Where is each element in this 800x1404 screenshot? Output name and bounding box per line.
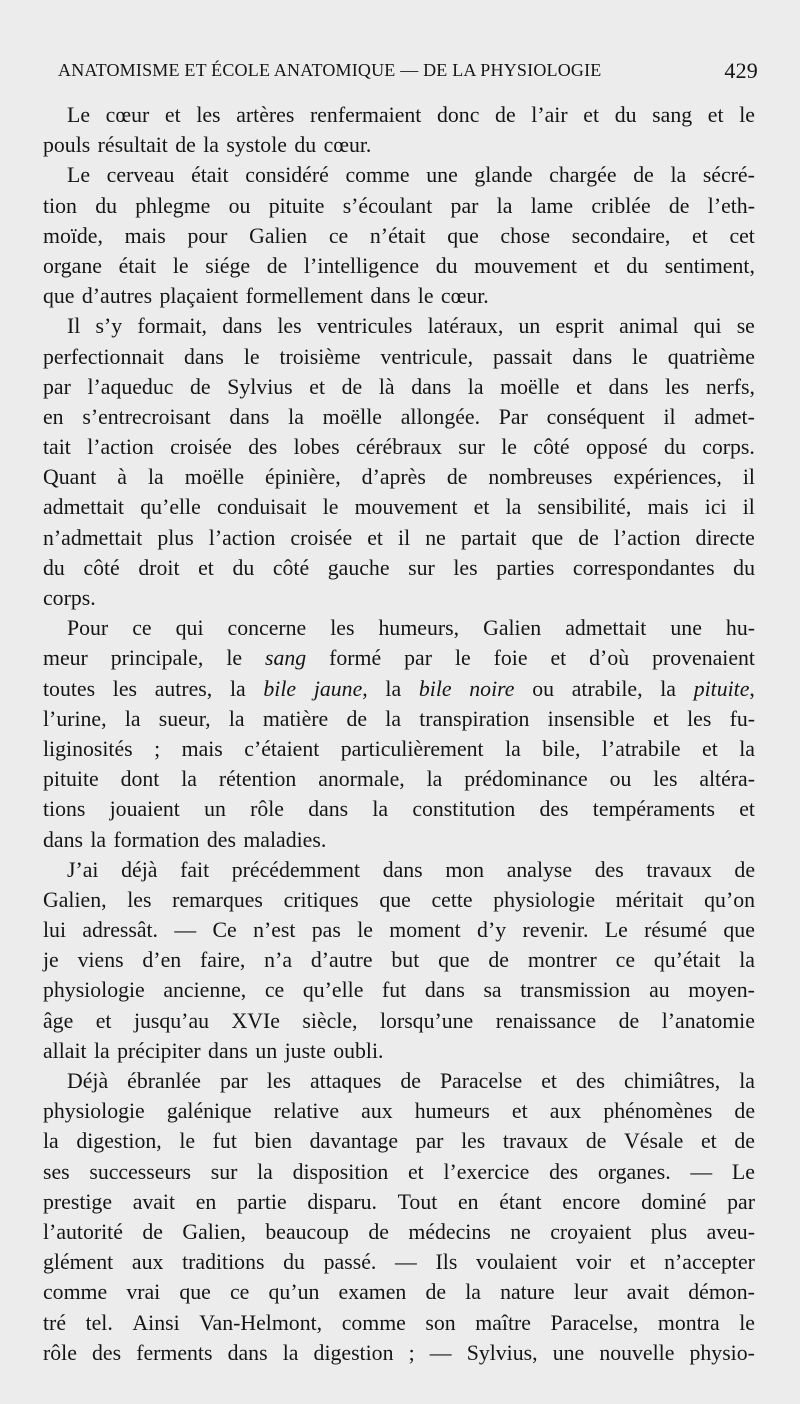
text-line: l’autorité de Galien, beaucoup de médecins ne croyaient plus aveu-	[43, 1219, 755, 1244]
text-line: du côté droit et du côté gauche sur les parties correspondantes du	[43, 555, 755, 580]
text-line: Quant à la moëlle épinière, d’après de nombreuses expériences, il	[43, 465, 755, 490]
text-line: comme vrai que ce qu’un examen de la nature leur avait démon-	[43, 1280, 755, 1305]
text-line: âge et jusqu’au XVIe siècle, lorsqu’une renaissance de l’anatomie	[43, 1008, 755, 1033]
text-line: toutes les autres, la bile jaune, la bile noire ou atrabile, la pituite,	[43, 676, 755, 701]
running-title: ANATOMISME ET ÉCOLE ANATOMIQUE — DE LA PHYSIOLOGIE	[58, 60, 602, 80]
text-line: admettait qu’elle conduisait le mouvement et la sensibilité, mais ici il	[43, 495, 755, 520]
body-text	[43, 100, 755, 1368]
text-line: perfectionnait dans le troisième ventricule, passait dans le quatrième	[43, 344, 755, 369]
text-line: pouls résultait de la systole du cœur.	[43, 133, 372, 158]
text-line: Pour ce qui concerne les humeurs, Galien admettait une hu-	[67, 616, 755, 641]
text-line: liginosités ; mais c’étaient particulièrement la bile, l’atrabile et la	[43, 736, 755, 761]
running-head	[58, 60, 758, 90]
page-number: 429	[724, 58, 758, 83]
text-line: ses successeurs sur la disposition et l’exercice des organes. — Le	[43, 1159, 755, 1184]
text-line: moïde, mais pour Galien ce n’était que chose secondaire, et cet	[43, 223, 755, 248]
text-line: Galien, les remarques critiques que cette physiologie méritait qu’on	[43, 887, 755, 912]
text-line: tré tel. Ainsi Van-Helmont, comme son maître Paracelse, montra le	[43, 1310, 755, 1335]
text-line: en s’entrecroisant dans la moëlle allongée. Par conséquent il admet-	[43, 404, 755, 429]
text-line: physiologie galénique relative aux humeurs et aux phénomènes de	[43, 1099, 755, 1124]
text-line: physiologie ancienne, ce qu’elle fut dans sa transmission au moyen-	[43, 978, 755, 1003]
text-line: meur principale, le sang formé par le foie et d’où provenaient	[43, 646, 755, 671]
text-line: la digestion, le fut bien davantage par les travaux de Vésale et de	[43, 1129, 755, 1154]
text-line: corps.	[43, 586, 96, 610]
text-line: tions jouaient un rôle dans la constitution des tempéraments et	[43, 797, 755, 822]
text-line: allait la précipiter dans un juste oubli.	[43, 1038, 384, 1063]
text-line: organe était le siége de l’intelligence du mouvement et du sentiment,	[43, 253, 755, 278]
text-line: Il s’y formait, dans les ventricules latéraux, un esprit animal qui se	[67, 314, 755, 339]
text-line: par l’aqueduc de Sylvius et de là dans la moëlle et dans les nerfs,	[43, 374, 755, 399]
text-line: pituite dont la rétention anormale, la prédominance ou les altéra-	[43, 767, 755, 792]
text-line: dans la formation des maladies.	[43, 827, 327, 852]
text-line: J’ai déjà fait précédemment dans mon analyse des travaux de	[67, 857, 755, 882]
text-line: lui adressât. — Ce n’est pas le moment d’y revenir. Le résumé que	[43, 918, 755, 943]
text-line: l’urine, la sueur, la matière de la transpiration insensible et les fu-	[43, 706, 755, 731]
text-line: tait l’action croisée des lobes cérébraux sur le côté opposé du corps.	[43, 435, 755, 460]
text-line: que d’autres plaçaient formellement dans le cœur.	[43, 284, 489, 309]
text-line: n’admettait plus l’action croisée et il ne partait que de l’action directe	[43, 525, 755, 550]
text-line: prestige avait en partie disparu. Tout en étant encore dominé par	[43, 1189, 755, 1214]
text-line: rôle des ferments dans la digestion ; — Sylvius, une nouvelle physio-	[43, 1340, 755, 1365]
text-line: Le cerveau était considéré comme une glande chargée de la sécré-	[67, 163, 755, 188]
text-line: Le cœur et les artères renfermaient donc de l’air et du sang et le	[67, 103, 755, 127]
text-line: Déjà ébranlée par les attaques de Paracelse et des chimiâtres, la	[67, 1069, 755, 1093]
text-line: tion du phlegme ou pituite s’écoulant par la lame criblée de l’eth-	[43, 193, 755, 218]
text-line: glément aux traditions du passé. — Ils voulaient voir et n’accepter	[43, 1250, 755, 1275]
text-line: je viens d’en faire, n’a d’autre but que de montrer ce qu’était la	[43, 948, 755, 973]
